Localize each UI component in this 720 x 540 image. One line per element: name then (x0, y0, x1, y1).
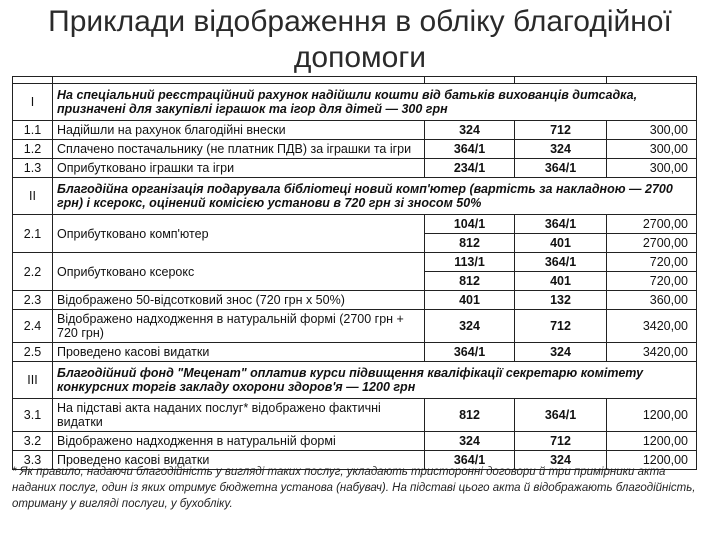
row-index: 2.3 (13, 291, 53, 310)
credit-account: 401 (515, 234, 607, 253)
credit-account: 324 (515, 140, 607, 159)
debit-account: 364/1 (425, 343, 515, 362)
credit-account: 132 (515, 291, 607, 310)
amount: 300,00 (607, 140, 697, 159)
amount: 300,00 (607, 159, 697, 178)
debit-account: 401 (425, 291, 515, 310)
debit-account: 364/1 (425, 140, 515, 159)
entry-description: Відображено 50-відсотковий знос (720 грн х 50%) (53, 291, 425, 310)
credit-account: 712 (515, 121, 607, 140)
row-index: 1.2 (13, 140, 53, 159)
credit-account: 324 (515, 451, 607, 470)
row-index: I (13, 84, 53, 121)
slide-title: Приклади відображення в обліку благодійної допомоги (48, 5, 672, 74)
entry-row (13, 432, 697, 451)
credit-account: 712 (515, 310, 607, 343)
credit-account: 364/1 (515, 215, 607, 234)
amount: 3420,00 (607, 343, 697, 362)
debit-account: 364/1 (425, 451, 515, 470)
entry-description: Оприбутковано комп'ютер (53, 215, 425, 253)
section-description: Благодійна організація подарувала бібліотеці новий комп'ютер (вартість за накладною — 2700 грн) і ксерокс, оцінений комісією установи в 720 грн зі зносом 50% (53, 178, 697, 215)
row-index: III (13, 362, 53, 399)
debit-account: 324 (425, 310, 515, 343)
debit-account: 104/1 (425, 215, 515, 234)
amount: 720,00 (607, 253, 697, 272)
row-index: 2.2 (13, 253, 53, 291)
row-index: 3.2 (13, 432, 53, 451)
entry-row (13, 310, 697, 343)
debit-account: 812 (425, 272, 515, 291)
entry-description: Сплачено постачальнику (не платник ПДВ) за іграшки та ігри (53, 140, 425, 159)
footnote: * Як правило, надаючи благодійність у вигляді таких послуг, укладають тристоронні договори й три примірники акта наданих послуг, один із яких отримує бюджетна установа (набувач). На підставі цього акта й відображають благодійність, отриману у вигляді послуги, у бухобліку. (12, 466, 696, 510)
row-index: 1.1 (13, 121, 53, 140)
debit-account: 234/1 (425, 159, 515, 178)
section-row (13, 362, 697, 399)
section-description: На спеціальний реєстраційний рахунок надійшли кошти від батьків вихованців дитсадка, призначені для закупівлі іграшок та ігор для дітей — 300 грн (53, 84, 697, 121)
amount: 1200,00 (607, 451, 697, 470)
entry-description: Надійшли на рахунок благодійні внески (53, 121, 425, 140)
accounting-table (12, 76, 697, 470)
entry-row (13, 121, 697, 140)
accounting-table-scan (12, 76, 696, 470)
section-row (13, 178, 697, 215)
row-index: 3.3 (13, 451, 53, 470)
debit-account: 324 (425, 121, 515, 140)
amount: 300,00 (607, 121, 697, 140)
entry-row (13, 399, 697, 432)
entry-description: Проведено касові видатки (53, 343, 425, 362)
entry-description: Оприбутковано іграшки та ігри (53, 159, 425, 178)
amount: 1200,00 (607, 432, 697, 451)
credit-account: 364/1 (515, 253, 607, 272)
credit-account: 401 (515, 272, 607, 291)
entry-row (13, 343, 697, 362)
amount: 1200,00 (607, 399, 697, 432)
entry-row (13, 215, 697, 234)
amount: 360,00 (607, 291, 697, 310)
entry-row (13, 253, 697, 272)
entry-row (13, 291, 697, 310)
entry-description: Оприбутковано ксерокс (53, 253, 425, 291)
entry-description: Проведено касові видатки (53, 451, 425, 470)
row-index: 2.1 (13, 215, 53, 253)
amount: 2700,00 (607, 234, 697, 253)
debit-account: 324 (425, 432, 515, 451)
credit-account: 364/1 (515, 399, 607, 432)
row-index: 2.4 (13, 310, 53, 343)
entry-row (13, 140, 697, 159)
amount: 2700,00 (607, 215, 697, 234)
entry-description: На підставі акта наданих послуг* відображено фактичні видатки (53, 399, 425, 432)
debit-account: 113/1 (425, 253, 515, 272)
credit-account: 364/1 (515, 159, 607, 178)
row-index: 1.3 (13, 159, 53, 178)
credit-account: 712 (515, 432, 607, 451)
credit-account: 324 (515, 343, 607, 362)
row-index: II (13, 178, 53, 215)
row-index: 2.5 (13, 343, 53, 362)
row-index: 3.1 (13, 399, 53, 432)
amount: 3420,00 (607, 310, 697, 343)
amount: 720,00 (607, 272, 697, 291)
header-strip (13, 77, 697, 84)
debit-account: 812 (425, 234, 515, 253)
entry-row (13, 159, 697, 178)
entry-description: Відображено надходження в натуральній формі (53, 432, 425, 451)
section-row (13, 84, 697, 121)
debit-account: 812 (425, 399, 515, 432)
entry-description: Відображено надходження в натуральній формі (2700 грн + 720 грн) (53, 310, 425, 343)
section-description: Благодійний фонд "Меценат" оплатив курси підвищення кваліфікації секретарю комітету конкурсних торгів закладу охорони здоров'я — 1200 грн (53, 362, 697, 399)
